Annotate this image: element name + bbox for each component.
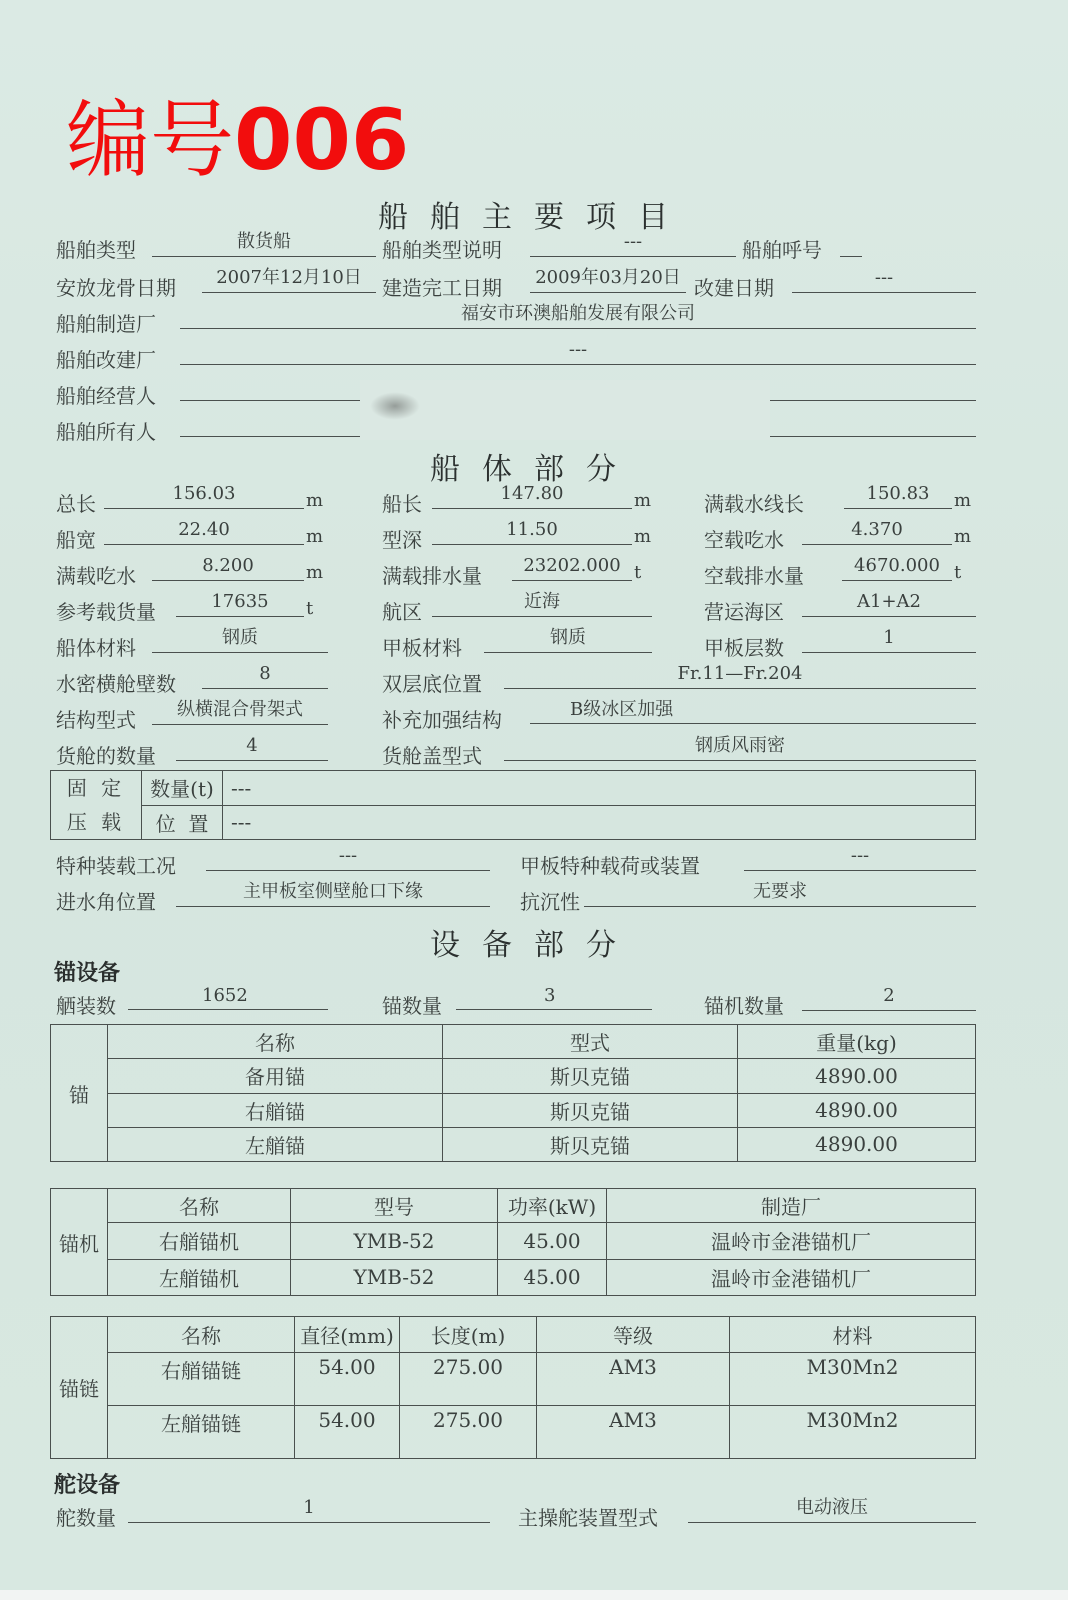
chains-header-grade: 等级 — [537, 1317, 730, 1353]
section-title-hull: 船体部分 — [430, 452, 638, 487]
anchor-type: 斯贝克锚 — [443, 1093, 738, 1127]
windlass-maker: 温岭市金港锚机厂 — [607, 1259, 976, 1295]
anchors-row — [51, 1127, 976, 1161]
holds-value: 4 — [176, 734, 328, 761]
ship-type-value: 散货船 — [152, 230, 376, 257]
anchor-name: 备用锚 — [108, 1059, 443, 1093]
rudder-count-value: 1 — [128, 1496, 490, 1523]
nav-area-label: 航区 — [382, 600, 422, 624]
lwl-label: 满载水线长 — [704, 492, 804, 516]
chains-header-length: 长度(m) — [400, 1317, 537, 1353]
ballast-pos-value: --- — [223, 805, 976, 840]
redacted-area — [360, 380, 770, 440]
windlass-name: 右艏锚机 — [108, 1223, 291, 1259]
section-title-equipment: 设备部分 — [430, 928, 638, 963]
bulkheads-label: 水密横舱壁数 — [56, 672, 176, 696]
ref-cargo-unit: t — [306, 598, 314, 619]
chain-diameter: 54.00 — [295, 1353, 400, 1406]
anchor-type: 斯贝克锚 — [443, 1127, 738, 1161]
completion-date-value: 2009年03月20日 — [530, 266, 686, 293]
ballast-header-line1: 固 定 — [66, 776, 126, 800]
chain-material: M30Mn2 — [730, 1406, 976, 1459]
lwl-unit: m — [954, 490, 972, 511]
double-bottom-label: 双层底位置 — [382, 672, 482, 696]
rudder-section-heading: 舵设备 — [54, 1473, 121, 1498]
rebuilder-value: --- — [180, 338, 976, 365]
unsinkable-label: 抗沉性 — [520, 890, 580, 914]
chain-length: 275.00 — [400, 1406, 537, 1459]
deck-material-value: 钢质 — [484, 626, 652, 653]
full-draft-label: 满载吃水 — [56, 564, 136, 588]
smudge-mark — [370, 392, 420, 420]
anchor-weight: 4890.00 — [738, 1127, 976, 1161]
steering-type-value: 电动液压 — [688, 1496, 976, 1523]
windlass-row — [51, 1259, 976, 1295]
full-draft-unit: m — [306, 562, 324, 583]
breadth-value: 22.40 — [104, 518, 304, 545]
ship-type-label: 船舶类型 — [56, 238, 136, 262]
breadth-unit: m — [306, 526, 324, 547]
windlass-model: YMB-52 — [291, 1259, 498, 1295]
ballast-pos-label: 位 置 — [142, 805, 223, 840]
breadth-label: 船宽 — [56, 528, 96, 552]
flood-angle-label: 进水角位置 — [56, 890, 156, 914]
full-disp-unit: t — [634, 562, 642, 583]
serial-value: 006 — [234, 91, 410, 189]
builder-value: 福安市环澳船舶发展有限公司 — [180, 302, 976, 329]
special-load-label: 特种装载工况 — [56, 854, 176, 878]
chain-name: 左艏锚链 — [108, 1406, 295, 1459]
windlass-power: 45.00 — [498, 1259, 607, 1295]
deck-special-label: 甲板特种载荷或装置 — [520, 854, 700, 878]
windlass-model: YMB-52 — [291, 1223, 498, 1259]
ballast-qty-label: 数量(t) — [142, 771, 223, 806]
hatch-cover-label: 货舱盖型式 — [382, 744, 482, 768]
full-disp-value: 23202.000 — [512, 554, 632, 581]
depth-unit: m — [634, 526, 652, 547]
holds-label: 货舱的数量 — [56, 744, 156, 768]
windlass-maker: 温岭市金港锚机厂 — [607, 1223, 976, 1259]
anchor-type: 斯贝克锚 — [443, 1059, 738, 1093]
light-disp-value: 4670.000 — [842, 554, 952, 581]
chain-name: 右艏锚链 — [108, 1353, 295, 1406]
light-disp-label: 空载排水量 — [704, 564, 804, 588]
anchor-section-heading: 锚设备 — [54, 961, 121, 986]
chain-grade: AM3 — [537, 1406, 730, 1459]
lbp-label: 船长 — [382, 492, 422, 516]
lbp-unit: m — [634, 490, 652, 511]
windlass-header-name: 名称 — [108, 1189, 291, 1223]
section-title-main: 船舶主要项目 — [378, 200, 690, 235]
chain-length: 275.00 — [400, 1353, 537, 1406]
lwl-value: 150.83 — [844, 482, 952, 509]
deck-special-value: --- — [744, 844, 976, 871]
ballast-qty-value: --- — [223, 771, 976, 806]
chain-diameter: 54.00 — [295, 1406, 400, 1459]
operator-label: 船舶经营人 — [56, 384, 156, 408]
ref-cargo-label: 参考载货量 — [56, 600, 156, 624]
double-bottom-value: Fr.11—Fr.204 — [504, 662, 976, 689]
ballast-header-line2: 压 载 — [66, 810, 126, 834]
windlass-header-power: 功率(kW) — [498, 1189, 607, 1223]
call-sign-label: 船舶呼号 — [742, 238, 822, 262]
reinforce-value: B级冰区加强 — [530, 698, 976, 724]
chain-grade: AM3 — [537, 1353, 730, 1406]
completion-date-label: 建造完工日期 — [382, 276, 502, 300]
windlass-header-maker: 制造厂 — [607, 1189, 976, 1223]
anchors-header-name: 名称 — [108, 1025, 443, 1059]
anchors-header-weight: 重量(kg) — [738, 1025, 976, 1059]
bulkheads-value: 8 — [202, 662, 328, 689]
chains-row — [51, 1406, 976, 1459]
nav-area-value: 近海 — [432, 590, 652, 617]
depth-value: 11.50 — [432, 518, 632, 545]
anchors-row — [51, 1093, 976, 1127]
windlass-name: 左艏锚机 — [108, 1259, 291, 1295]
structure-value: 纵横混合骨架式 — [152, 698, 328, 725]
loa-label: 总长 — [56, 492, 96, 516]
hull-material-label: 船体材料 — [56, 636, 136, 660]
loa-unit: m — [306, 490, 324, 511]
fixed-ballast-table — [50, 770, 976, 840]
windlass-header-model: 型号 — [291, 1189, 498, 1223]
light-draft-value: 4.370 — [802, 518, 952, 545]
structure-label: 结构型式 — [56, 708, 136, 732]
ship-type-desc-value: --- — [530, 230, 736, 257]
chain-material: M30Mn2 — [730, 1353, 976, 1406]
special-load-value: --- — [206, 844, 490, 871]
windlass-power: 45.00 — [498, 1223, 607, 1259]
anchors-table — [50, 1024, 976, 1162]
depth-label: 型深 — [382, 528, 422, 552]
reinforce-label: 补充加强结构 — [382, 708, 502, 732]
anchors-header-type: 型式 — [443, 1025, 738, 1059]
anchor-weight: 4890.00 — [738, 1059, 976, 1093]
ship-type-desc-label: 船舶类型说明 — [382, 238, 502, 262]
rebuilder-label: 船舶改建厂 — [56, 348, 156, 372]
full-disp-label: 满载排水量 — [382, 564, 482, 588]
rebuild-date-value: --- — [792, 266, 976, 293]
unsinkable-value: 无要求 — [584, 880, 976, 907]
call-sign-value — [840, 230, 862, 257]
chains-header-name: 名称 — [108, 1317, 295, 1353]
rudder-count-label: 舵数量 — [56, 1506, 116, 1530]
light-disp-unit: t — [954, 562, 962, 583]
deck-count-value: 1 — [802, 626, 976, 653]
ref-cargo-value: 17635 — [176, 590, 304, 617]
serial-prefix: 编号 — [66, 91, 235, 189]
op-area-value: A1+A2 — [802, 590, 976, 617]
windlass-count-value: 2 — [802, 984, 976, 1011]
hull-material-value: 钢质 — [152, 626, 328, 653]
deck-material-label: 甲板材料 — [382, 636, 462, 660]
steering-type-label: 主操舵装置型式 — [518, 1506, 658, 1530]
full-draft-value: 8.200 — [152, 554, 304, 581]
chains-header-diameter: 直径(mm) — [295, 1317, 400, 1353]
serial-number — [66, 92, 409, 188]
anchors-row — [51, 1059, 976, 1093]
keel-date-label: 安放龙骨日期 — [56, 276, 176, 300]
light-draft-unit: m — [954, 526, 972, 547]
equip-number-value: 1652 — [128, 984, 328, 1010]
windlass-group-label: 锚机 — [51, 1189, 108, 1296]
loa-value: 156.03 — [104, 482, 304, 509]
windlass-count-label: 锚机数量 — [704, 994, 784, 1018]
anchor-count-label: 锚数量 — [382, 994, 442, 1018]
lbp-value: 147.80 — [432, 482, 632, 509]
rebuild-date-label: 改建日期 — [694, 276, 774, 300]
chains-row — [51, 1353, 976, 1406]
light-draft-label: 空载吃水 — [704, 528, 784, 552]
chains-header-material: 材料 — [730, 1317, 976, 1353]
anchor-name: 右艏锚 — [108, 1093, 443, 1127]
chains-table — [50, 1316, 976, 1459]
equip-number-label: 舾装数 — [56, 994, 116, 1018]
ballast-header — [51, 771, 142, 840]
anchor-name: 左艏锚 — [108, 1127, 443, 1161]
owner-label: 船舶所有人 — [56, 420, 156, 444]
deck-count-label: 甲板层数 — [704, 636, 784, 660]
flood-angle-value: 主甲板室侧壁舱口下缘 — [176, 880, 490, 907]
anchor-weight: 4890.00 — [738, 1093, 976, 1127]
anchor-count-value: 3 — [456, 984, 652, 1010]
hatch-cover-value: 钢质风雨密 — [504, 734, 976, 761]
windlass-table — [50, 1188, 976, 1296]
anchors-group-label: 锚 — [51, 1025, 108, 1162]
keel-date-value: 2007年12月10日 — [202, 266, 376, 293]
op-area-label: 营运海区 — [704, 600, 784, 624]
builder-label: 船舶制造厂 — [56, 312, 156, 336]
chains-group-label: 锚链 — [51, 1317, 108, 1459]
windlass-row — [51, 1223, 976, 1259]
page-bottom-edge — [0, 1590, 1068, 1600]
